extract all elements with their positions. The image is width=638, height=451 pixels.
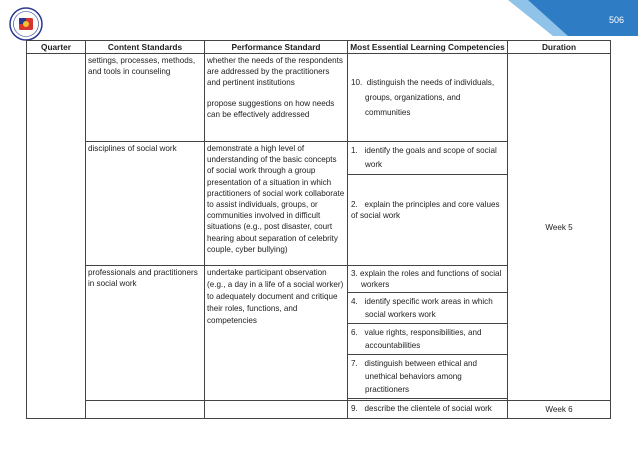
competency-cell bbox=[348, 293, 508, 324]
col-header-content-standards: Content Standards bbox=[86, 41, 205, 54]
col-header-duration: Duration bbox=[508, 41, 611, 54]
performance-standard-cell bbox=[205, 142, 348, 266]
content-standard-cell bbox=[86, 54, 205, 142]
competency-number: 10. bbox=[351, 78, 363, 87]
competency-cell bbox=[348, 54, 508, 142]
competency-cell bbox=[348, 175, 508, 266]
competency-text: distinguish between ethical and unethical behaviors among practitioners bbox=[364, 359, 478, 395]
performance-standard-text: demonstrate a high level of understanding of the basic concepts of social work through a group presentation of a situation in which practitioners of social work collaborate to assist individuals, groups, or communities involved in difficult situations (e.g., post disaster, court hearing about separation of celebrity couple, cyber bullying) bbox=[207, 144, 345, 254]
col-header-competencies: Most Essential Learning Competencies bbox=[348, 41, 508, 54]
competency-text: describe the clientele of social work bbox=[364, 404, 492, 414]
competency-cell bbox=[348, 142, 508, 175]
duration-cell bbox=[508, 401, 611, 419]
table-row bbox=[27, 54, 611, 142]
competency-number: 6. bbox=[351, 328, 358, 338]
content-standard-text: settings, processes, methods, and tools in counseling bbox=[88, 56, 196, 77]
performance-standard-cell bbox=[205, 54, 348, 142]
quarter-cell bbox=[27, 54, 86, 419]
performance-standard-cell bbox=[205, 401, 348, 419]
competency-number: 7. bbox=[351, 359, 358, 369]
content-standard-text: disciplines of social work bbox=[88, 144, 177, 153]
page-number: 506 bbox=[608, 15, 624, 25]
performance-standard-text: whether the needs of the respondents are addressed by the practitioners and pertinent institutions bbox=[207, 56, 343, 88]
duration-text: Week 5 bbox=[545, 222, 573, 232]
col-header-quarter: Quarter bbox=[27, 41, 86, 54]
competency-number: 3. bbox=[351, 269, 358, 278]
deped-seal-logo bbox=[9, 7, 43, 41]
table-header-row bbox=[27, 41, 611, 54]
competency-text: value rights, responsibilities, and accountabilities bbox=[364, 328, 482, 351]
content-standard-cell bbox=[86, 401, 205, 419]
content-standard-cell bbox=[86, 142, 205, 266]
curriculum-table bbox=[26, 40, 611, 419]
content-standard-cell bbox=[86, 266, 205, 401]
competency-cell bbox=[348, 324, 508, 355]
competency-cell bbox=[348, 355, 508, 399]
competency-number: 1. bbox=[351, 146, 358, 155]
performance-standard-cell bbox=[205, 266, 348, 401]
duration-text: Week 6 bbox=[545, 405, 573, 415]
table-row bbox=[27, 401, 611, 419]
competency-text: explain the principles and core values of social work bbox=[351, 200, 500, 221]
competency-cell bbox=[348, 401, 508, 419]
competency-number: 9. bbox=[351, 404, 358, 414]
duration-cell bbox=[508, 54, 611, 401]
performance-standard-text: propose suggestions on how needs can be effectively addressed bbox=[207, 98, 335, 119]
competency-text: identify the goals and scope of social work bbox=[364, 146, 497, 169]
competency-number: 2. bbox=[351, 200, 358, 209]
performance-standard-text: undertake participant observation (e.g., a day in a life of a social worker) to adequately document and critique their roles, functions, and competencies bbox=[207, 268, 344, 325]
competency-number: 4. bbox=[351, 297, 358, 307]
competency-text: distinguish the needs of individuals, groups, organizations, and communities bbox=[365, 78, 495, 117]
col-header-performance-standard: Performance Standard bbox=[205, 41, 348, 54]
competency-text: explain the roles and functions of social workers bbox=[360, 269, 502, 290]
competency-cell bbox=[348, 266, 508, 293]
competency-text: identify specific work areas in which social workers work bbox=[364, 297, 493, 320]
content-standard-text: professionals and practitioners in social work bbox=[88, 268, 198, 289]
